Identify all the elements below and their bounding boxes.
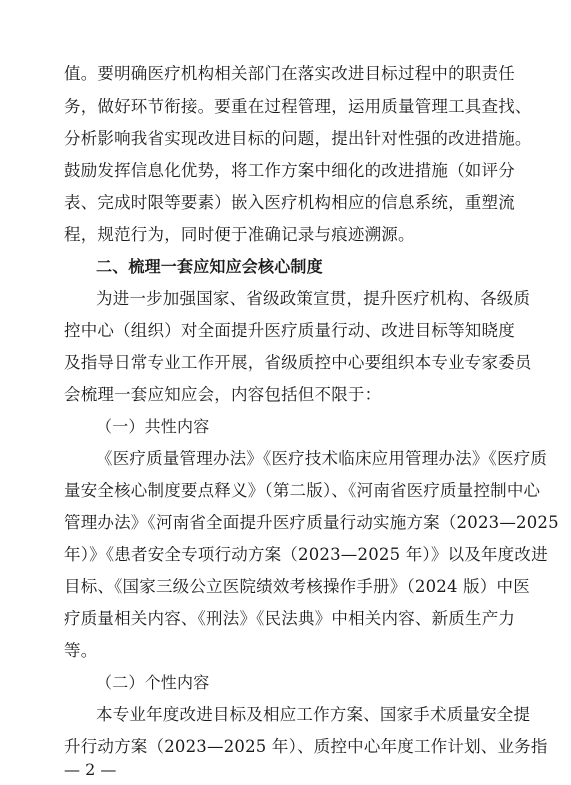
section-heading: 二、梳理一套应知应会核心制度 xyxy=(96,257,323,276)
paragraph-line: 为进一步加强国家、省级政策宣贯，提升医疗机构、各级质 xyxy=(96,289,531,308)
page-number: — 2 — xyxy=(64,760,117,779)
paragraph-line: 《医疗质量管理办法》《医疗技术临床应用管理办法》《医疗质 xyxy=(96,449,548,468)
paragraph-line: 疗质量相关内容、《刑法》《民法典》中相关内容、新质生产力 xyxy=(64,609,516,628)
paragraph-line: 控中心（组织）对全面提升医疗质量行动、改进目标等知晓度 xyxy=(64,321,515,340)
subsection-heading: （一）共性内容 xyxy=(96,417,210,436)
paragraph-line: 升行动方案（2023—2025 年）、质控中心年度工作计划、业务指 xyxy=(64,737,548,756)
paragraph-line: 等。 xyxy=(64,641,98,660)
subsection-heading: （二）个性内容 xyxy=(96,673,210,692)
paragraph-line: 目标、《国家三级公立医院绩效考核操作手册》（2024 版）中医 xyxy=(64,577,530,596)
paragraph-line: 分析影响我省实现改进目标的问题，提出针对性强的改进措施。 xyxy=(64,129,532,148)
paragraph-line: 及指导日常专业工作开展，省级质控中心要组织本专业专家委员 xyxy=(64,353,532,372)
paragraph-line: 会梳理一套应知应会，内容包括但不限于： xyxy=(64,385,382,404)
paragraph-line: 表、完成时限等要素）嵌入医疗机构相应的信息系统，重塑流 xyxy=(64,193,515,212)
paragraph-line: 值。要明确医疗机构相关部门在落实改进目标过程中的职责任 xyxy=(64,64,515,83)
paragraph-line: 鼓励发挥信息化优势，将工作方案中细化的改进措施（如评分 xyxy=(64,161,515,180)
paragraph-line: 量安全核心制度要点释义》（第二版）、《河南省医疗质量控制中心 xyxy=(64,481,541,500)
paragraph-line: 程，规范行为，同时便于准确记录与痕迹溯源。 xyxy=(64,225,415,244)
paragraph-line: 务，做好环节衔接。要重在过程管理，运用质量管理工具查找、 xyxy=(64,97,532,116)
paragraph-line: 管理办法》《河南省全面提升医疗质量行动实施方案（2023—2025 xyxy=(64,513,559,532)
paragraph-line: 年）》《患者安全专项行动方案（2023—2025 年）》以及年度改进 xyxy=(64,545,548,564)
paragraph-line: 本专业年度改进目标及相应工作方案、国家手术质量安全提 xyxy=(96,705,531,724)
